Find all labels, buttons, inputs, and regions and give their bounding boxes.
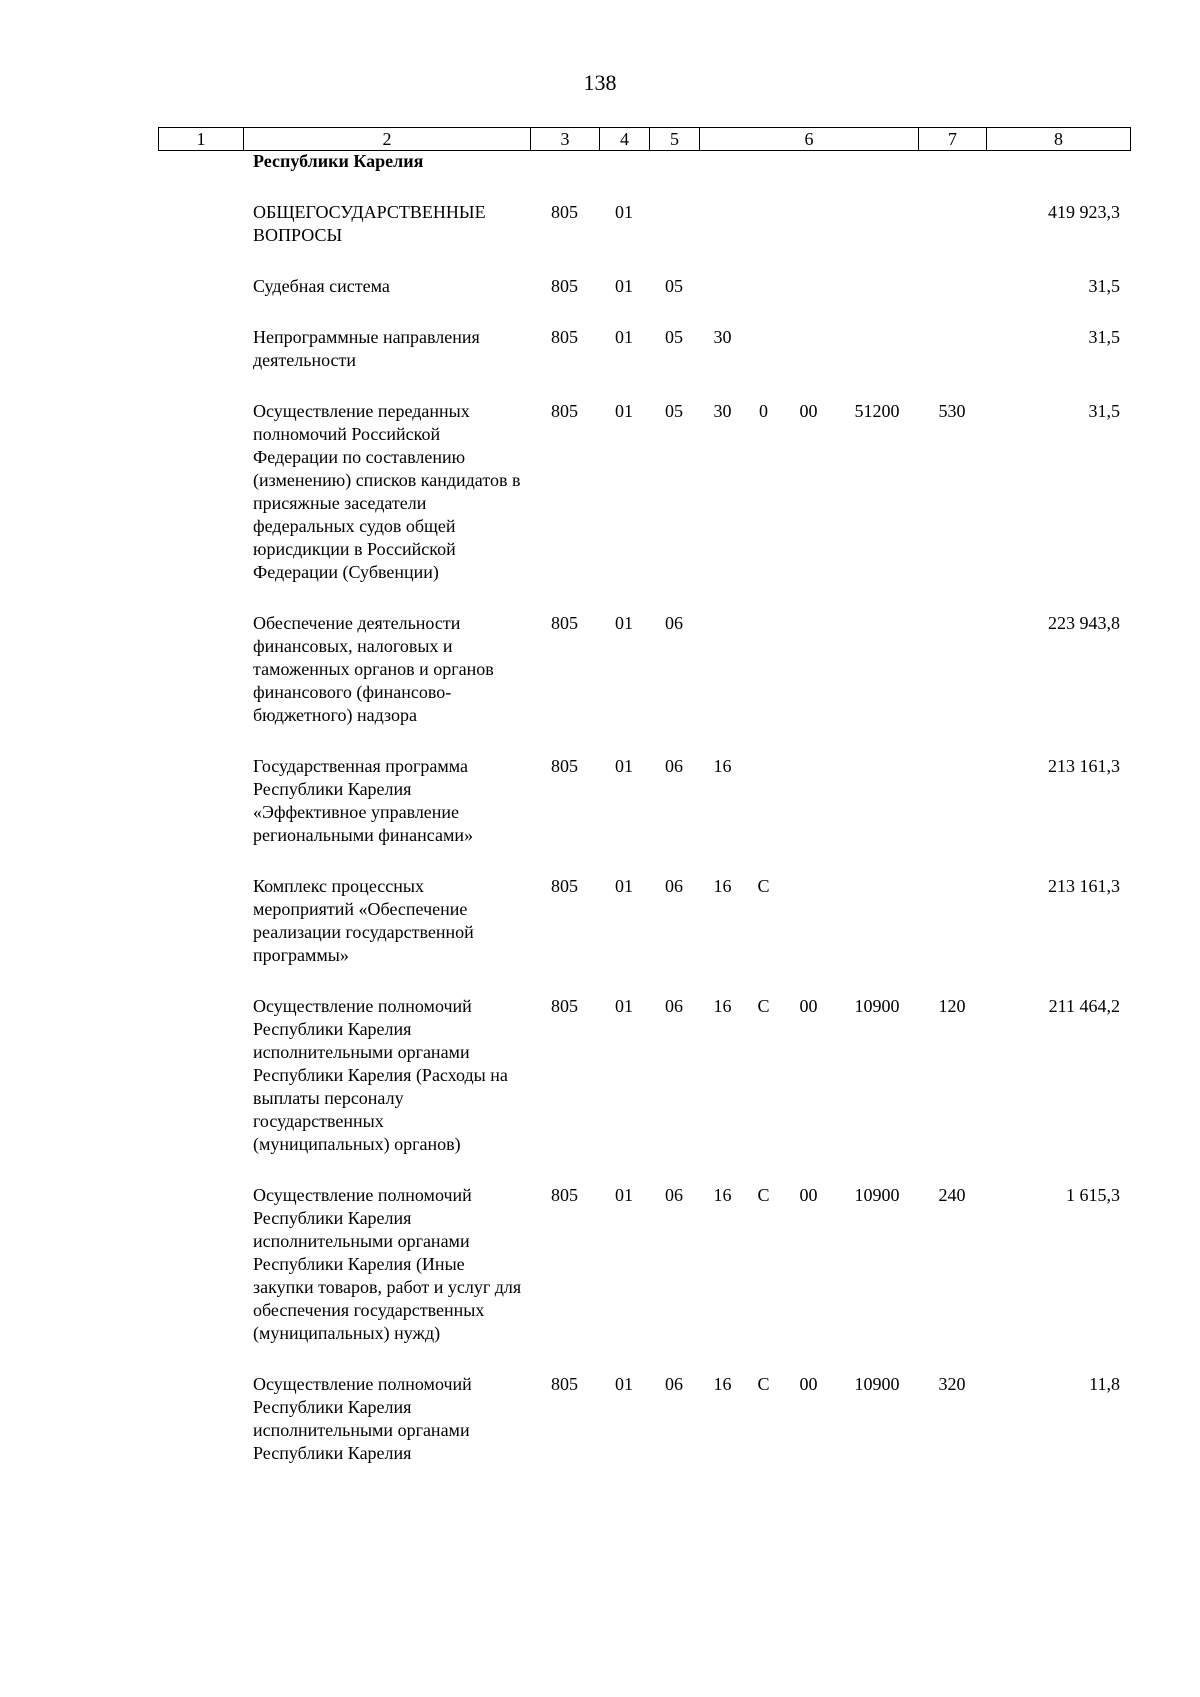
cell-direction: [836, 275, 918, 298]
cell-expense-type: [918, 201, 986, 247]
cell-subsection: [649, 201, 699, 247]
cell-program: 30: [713, 327, 732, 347]
budget-table: [158, 150, 1130, 1465]
page-number: 138: [583, 70, 617, 95]
cell-subprogram: [746, 201, 781, 247]
cell-subprogram: С: [757, 876, 770, 896]
cell-section: 01: [615, 1374, 633, 1394]
cell-empty: [158, 755, 243, 847]
cell-event: [781, 326, 836, 372]
cell-amount: 31,5: [1088, 401, 1120, 421]
cell-amount: 31,5: [1088, 276, 1120, 296]
row-spacer: [158, 173, 1130, 201]
cell-subprogram: С: [757, 1374, 770, 1394]
cell-section: 01: [615, 327, 633, 347]
cell-subsection: 06: [665, 613, 683, 633]
cell-ministry-code: 805: [551, 276, 578, 296]
cell-event: 00: [799, 401, 818, 421]
cell-subprogram: 0: [759, 401, 768, 421]
cell-empty: [158, 275, 243, 298]
row-spacer: [158, 584, 1130, 612]
cell-expense-type: 320: [938, 1374, 966, 1394]
cell-program: 30: [713, 401, 732, 421]
row-label: Непрограммные направления деятельности: [253, 327, 480, 370]
cell-program: [699, 612, 746, 727]
cell-ministry-code: 805: [551, 996, 578, 1016]
cell-section: 01: [615, 1185, 633, 1205]
column-header-7: 7: [919, 128, 987, 151]
cell-subsection: 06: [665, 1185, 683, 1205]
cell-event: [781, 275, 836, 298]
cell-amount: 213 161,3: [1048, 756, 1120, 776]
column-header-row: [159, 128, 1131, 151]
cell-program: [699, 275, 746, 298]
cell-direction: 10900: [854, 996, 900, 1016]
row-spacer: [158, 967, 1130, 995]
cell-subsection: 06: [665, 876, 683, 896]
row-label: Осуществление полномочий Республики Карелия исполнительными органами Республики Карелия (Расходы на выплаты персоналу государственных (муниципальных) органов): [253, 996, 508, 1154]
cell-direction: [836, 326, 918, 372]
row-label: Осуществление полномочий Республики Карелия исполнительными органами Республики Карелия (Иные закупки товаров, работ и услуг для обеспечения государственных (муниципальных) нужд): [253, 1185, 522, 1343]
row-label: Осуществление полномочий Республики Карелия исполнительными органами Республики Карелия: [253, 1374, 472, 1463]
cell-empty: [158, 1184, 243, 1345]
cell-empty: [158, 995, 243, 1156]
cell-ministry-code: 805: [551, 613, 578, 633]
row-label: Осуществление переданных полномочий Российской Федерации по составлению (изменению) списков кандидатов в присяжные заседатели федеральных судов общей юрисдикции в Российской Федерации (Субвенции): [253, 401, 521, 582]
row-label: Обеспечение деятельности финансовых, налоговых и таможенных органов и органов финансового (финансово-бюджетного) надзора: [253, 613, 494, 725]
table-row: [158, 612, 1130, 727]
cell-empty: [158, 1373, 243, 1465]
column-header-3: 3: [531, 128, 600, 151]
table-row: [158, 1373, 1130, 1465]
cell-event: [781, 875, 836, 967]
row-spacer: [158, 847, 1130, 875]
cell-expense-type: [918, 755, 986, 847]
cell-section: 01: [615, 276, 633, 296]
cell-expense-type: [918, 275, 986, 298]
cell-ministry-code: 805: [551, 1185, 578, 1205]
cell-direction: [836, 755, 918, 847]
cell-ministry-code: 805: [551, 1374, 578, 1394]
cell-event: 00: [799, 996, 818, 1016]
cell-expense-type: 530: [938, 401, 966, 421]
cell-empty: [158, 400, 243, 584]
cell-subprogram: С: [757, 996, 770, 1016]
cell-expense-type: [918, 612, 986, 727]
row-spacer: [158, 372, 1130, 400]
cell-ministry-code: 805: [551, 401, 578, 421]
cell-subprogram: [746, 755, 781, 847]
cell-event: 00: [799, 1374, 818, 1394]
cell-expense-type: 120: [938, 996, 966, 1016]
cell-direction: 10900: [854, 1185, 900, 1205]
cell-section: 01: [615, 756, 633, 776]
cell-event: [781, 201, 836, 247]
cell-program: 16: [713, 756, 732, 776]
cell-amount: 223 943,8: [1048, 613, 1120, 633]
cell-amount: 31,5: [1088, 327, 1120, 347]
row-label: Судебная система: [253, 276, 390, 296]
cell-amount: 213 161,3: [1048, 876, 1120, 896]
cell-program: 16: [713, 996, 732, 1016]
cell-subsection: 06: [665, 1374, 683, 1394]
column-header-8: 8: [987, 128, 1131, 151]
cell-empty: [158, 326, 243, 372]
cell-direction: [836, 201, 918, 247]
column-header-table: [158, 127, 1131, 151]
cell-amount: 419 923,3: [1048, 202, 1120, 222]
row-spacer: [158, 247, 1130, 275]
row-label: Государственная программа Республики Карелия «Эффективное управление региональными финансами»: [253, 756, 473, 845]
cell-ministry-code: 805: [551, 756, 578, 776]
table-row: [158, 201, 1130, 247]
row-spacer: [158, 1156, 1130, 1184]
cell-expense-type: [918, 326, 986, 372]
column-header-6: 6: [700, 128, 919, 151]
row-spacer: [158, 727, 1130, 755]
cell-program: 16: [713, 1374, 732, 1394]
column-header-5: 5: [650, 128, 700, 151]
cell-subsection: 05: [665, 327, 683, 347]
cell-direction: [836, 875, 918, 967]
table-row: [158, 326, 1130, 372]
cell-event: [781, 612, 836, 727]
cell-ministry-code: 805: [551, 327, 578, 347]
cell-program: 16: [713, 876, 732, 896]
cell-direction: 10900: [854, 1374, 900, 1394]
table-row: [158, 995, 1130, 1156]
cell-expense-type: 240: [938, 1185, 966, 1205]
title-row: [158, 150, 1130, 173]
cell-ministry-code: 805: [551, 202, 578, 222]
column-header-2: 2: [244, 128, 531, 151]
table-row: [158, 275, 1130, 298]
cell-direction: 51200: [854, 401, 900, 421]
cell-subsection: 06: [665, 996, 683, 1016]
cell-empty: [158, 875, 243, 967]
cell-amount: 1 615,3: [1066, 1185, 1120, 1205]
cell-subsection: 05: [665, 401, 683, 421]
cell-empty: [158, 612, 243, 727]
column-header-4: 4: [600, 128, 650, 151]
cell-section: 01: [615, 996, 633, 1016]
cell-direction: [836, 612, 918, 727]
row-spacer: [158, 298, 1130, 326]
cell-subprogram: [746, 275, 781, 298]
row-label: Комплекс процессных мероприятий «Обеспечение реализации государственной программы»: [253, 876, 474, 965]
cell-subprogram: [746, 326, 781, 372]
table-row: [158, 400, 1130, 584]
cell-program: 16: [713, 1185, 732, 1205]
cell-empty: [158, 201, 243, 247]
cell-subsection: 05: [665, 276, 683, 296]
cell-section: 01: [615, 613, 633, 633]
cell-amount: 11,8: [1089, 1374, 1120, 1394]
cell-amount: 211 464,2: [1048, 996, 1120, 1016]
title-row-text: Республики Карелия: [253, 151, 424, 171]
cell-section: 01: [615, 202, 633, 222]
cell-expense-type: [918, 875, 986, 967]
cell-subprogram: [746, 612, 781, 727]
table-row: [158, 1184, 1130, 1345]
cell-ministry-code: 805: [551, 876, 578, 896]
cell-subprogram: С: [757, 1185, 770, 1205]
cell-section: 01: [615, 401, 633, 421]
cell-section: 01: [615, 876, 633, 896]
cell-subsection: 06: [665, 756, 683, 776]
cell-event: [781, 755, 836, 847]
row-spacer: [158, 1345, 1130, 1373]
cell-program: [699, 201, 746, 247]
table-row: [158, 875, 1130, 967]
table-row: [158, 755, 1130, 847]
row-label: ОБЩЕГОСУДАРСТВЕННЫЕ ВОПРОСЫ: [253, 202, 486, 245]
cell-event: 00: [799, 1185, 818, 1205]
column-header-1: 1: [159, 128, 244, 151]
